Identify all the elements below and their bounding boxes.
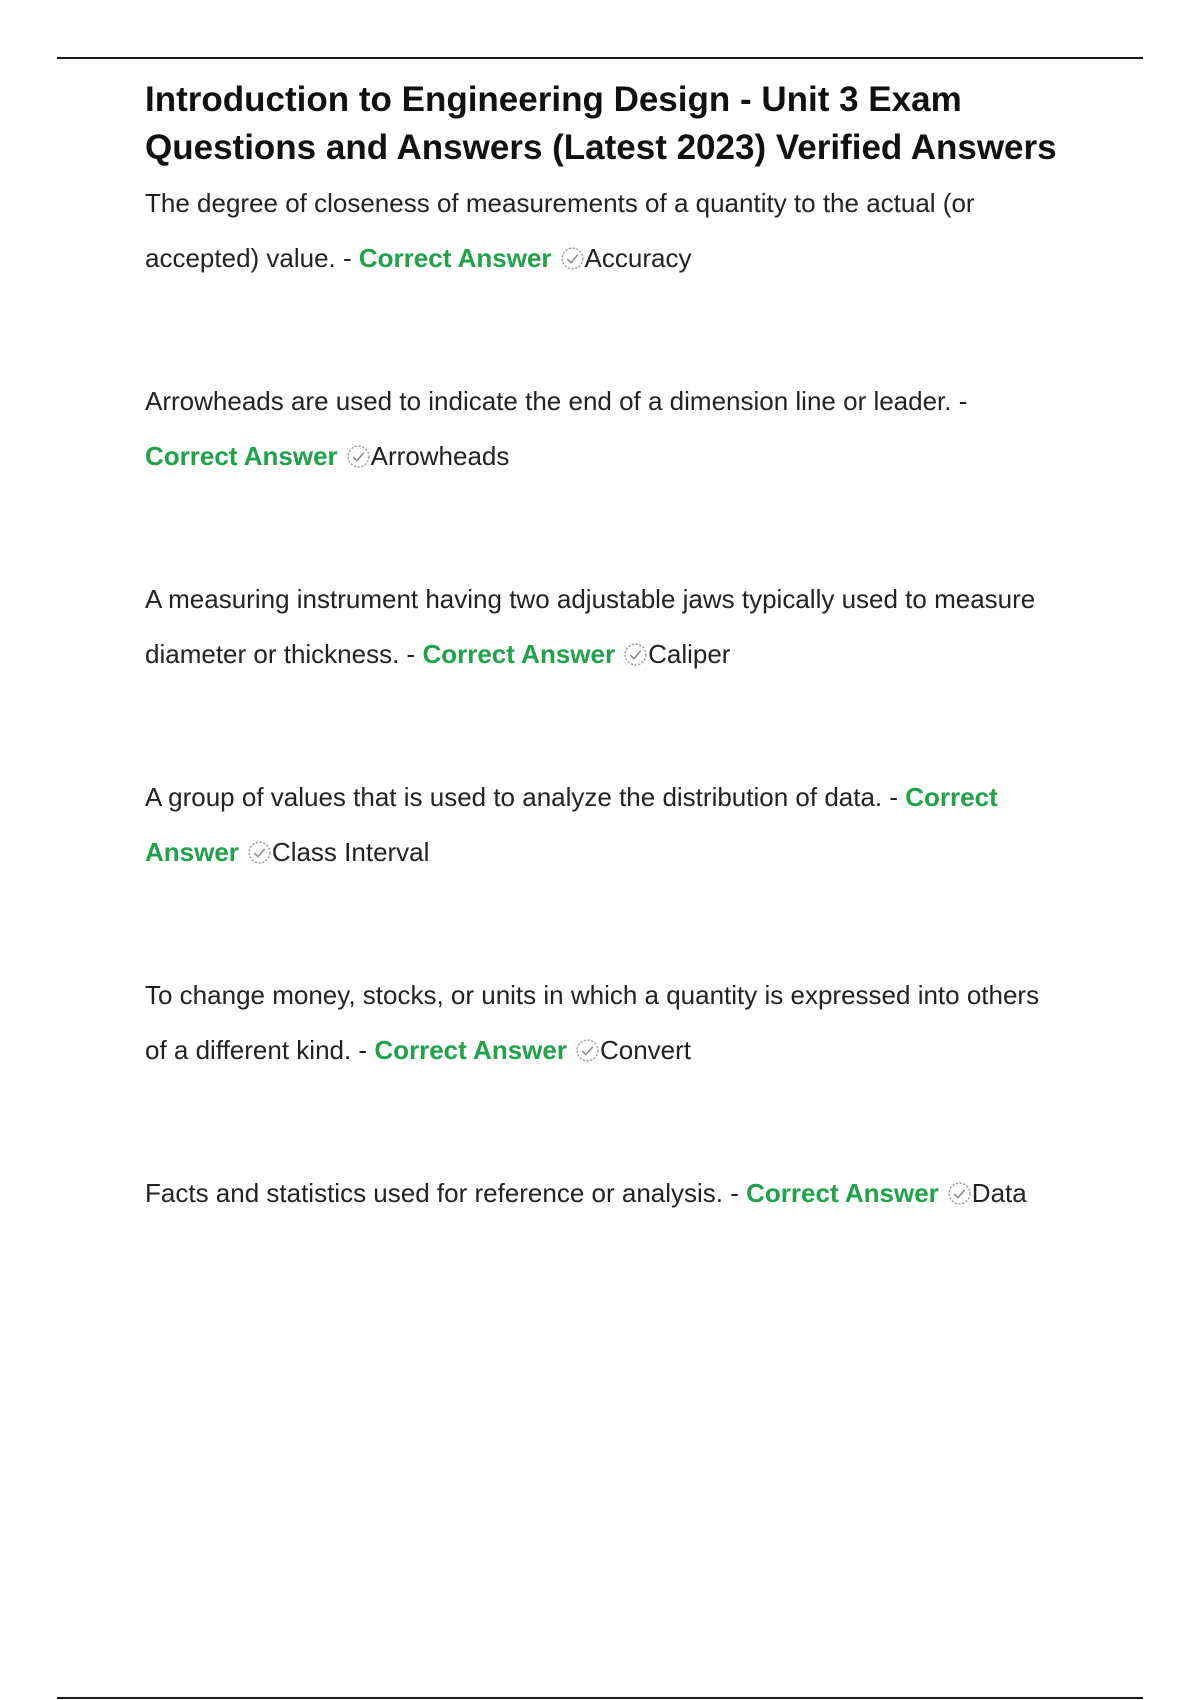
checkmark-circle-icon bbox=[575, 1038, 600, 1063]
qa-item bbox=[145, 770, 1065, 880]
correct-answer-label: Correct Answer bbox=[358, 243, 552, 273]
document-body bbox=[145, 76, 1065, 1221]
qa-item bbox=[145, 176, 1065, 286]
checkmark-circle-icon bbox=[346, 444, 371, 469]
question-text: A group of values that is used to analyze the distribution of data. - bbox=[145, 782, 906, 812]
qa-item bbox=[145, 968, 1065, 1078]
document-title: Introduction to Engineering Design - Unit 3 Exam Questions and Answers (Latest 2023) Verified Answers bbox=[145, 80, 1057, 167]
answer-text: Class Interval bbox=[271, 837, 430, 867]
checkmark-circle-icon bbox=[947, 1181, 972, 1206]
bottom-divider bbox=[57, 1697, 1143, 1699]
question-text: The degree of closeness of measurements of a quantity to the actual (or accepted) value. - bbox=[145, 188, 975, 273]
qa-item bbox=[145, 374, 1065, 484]
answer-text: Convert bbox=[599, 1035, 692, 1065]
question-text: Arrowheads are used to indicate the end of a dimension line or leader. - bbox=[145, 386, 968, 416]
question-text: Facts and statistics used for reference or analysis. - bbox=[145, 1178, 747, 1208]
qa-item bbox=[145, 572, 1065, 682]
correct-answer-label: Correct Answer bbox=[145, 782, 998, 867]
answer-text: Data bbox=[971, 1178, 1027, 1208]
correct-answer-label: Correct Answer bbox=[746, 1178, 939, 1208]
correct-answer-label: Correct Answer bbox=[145, 441, 338, 471]
question-text: A measuring instrument having two adjustable jaws typically used to measure diameter or thickness. - bbox=[145, 584, 1036, 669]
checkmark-circle-icon bbox=[560, 246, 585, 271]
qa-item bbox=[145, 1166, 1065, 1221]
checkmark-circle-icon bbox=[247, 840, 272, 865]
top-divider bbox=[57, 57, 1143, 59]
answer-text: Caliper bbox=[648, 639, 731, 669]
question-text: To change money, stocks, or units in which a quantity is expressed into others of a different kind. - bbox=[145, 980, 1040, 1065]
answer-text: Accuracy bbox=[584, 243, 692, 273]
checkmark-circle-icon bbox=[623, 642, 648, 667]
answer-text: Arrowheads bbox=[370, 441, 510, 471]
correct-answer-label: Correct Answer bbox=[422, 639, 616, 669]
correct-answer-label: Correct Answer bbox=[374, 1035, 567, 1065]
